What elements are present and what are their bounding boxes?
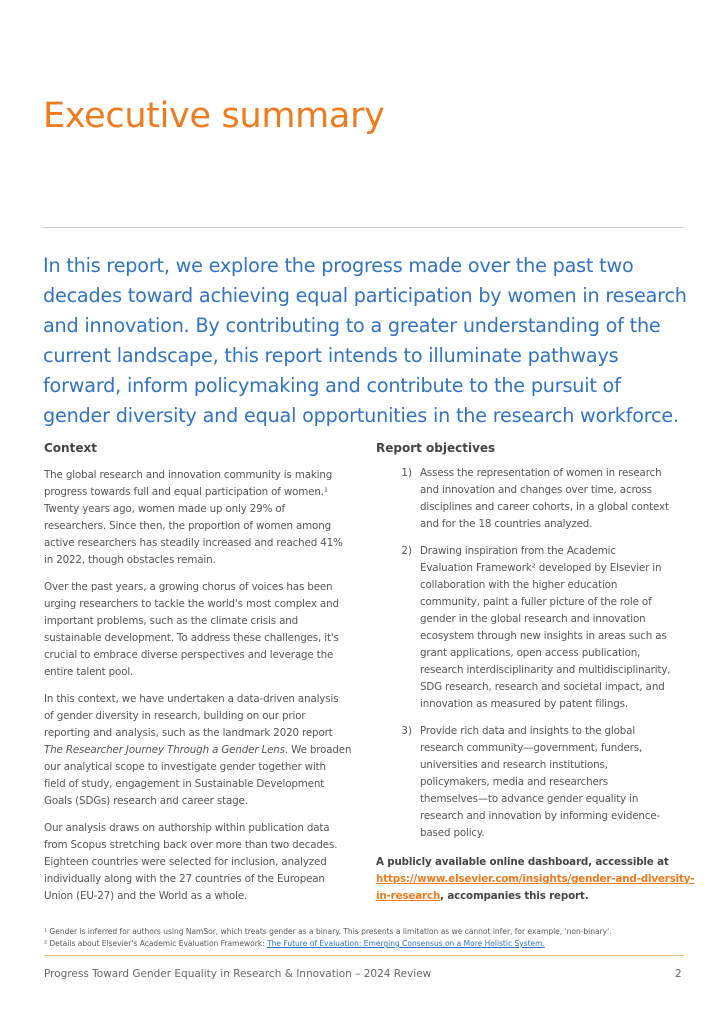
footnotes xyxy=(44,926,694,950)
text: , accompanies this report. xyxy=(440,890,589,902)
list-text: Provide rich data and insights to the global research community—government, funders, universities and research institutions, policymakers, media and researchers themselves—to advance gender equality in research and innovation by informing evidence- based policy. xyxy=(420,725,661,839)
context-paragraph: Over the past years, a growing chorus of voices has been urging researchers to tackle the world's most complex and important problems, such as the climate crisis and sustainable development. To address these challenges, it's crucial to embrace diverse perspectives and leverage the entire talent pool. xyxy=(44,581,339,678)
list-text: Drawing inspiration from the Academic Evaluation Framework² developed by Elsevier in collaboration with the higher education community, paint a fuller picture of the role of gender in the global research and innovation ecosystem through new insights in areas such as grant applications, open access publication, research interdisciplinarity and multidisciplinarity, SDG research, research and societal impact, and innovation as measured by patent filings. xyxy=(420,545,671,710)
dashboard-link[interactable]: https://www.elsevier.com/insights/gender-and-diversity- in-research xyxy=(376,873,695,902)
list-item xyxy=(376,543,696,713)
divider xyxy=(43,227,683,228)
context-paragraph: The global research and innovation community is making progress towards full and equal participation of women.¹ Twenty years ago, women made up only 29% of researchers. Since then, the proportion of women among active researchers has steadily increased and reached 41% in 2022, though obstacles remain. xyxy=(44,469,343,566)
lead-paragraph: In this report, we explore the progress made over the past two decades toward achieving equal participation by women in research and innovation. By contributing to a greater understanding of the current landscape, this report intends to illuminate pathways forward, inform policymaking and contribute to the pursuit of gender diversity and equal opportunities in the research workforce. xyxy=(43,254,687,427)
text: . We broaden our analytical scope to investigate gender together with field of study, engagement in Sustainable Development Goals (SDGs) research and career stage. xyxy=(44,744,352,807)
page-title: Executive summary xyxy=(43,96,385,136)
text: ² Details about Elsevier's Academic Evaluation Framework: xyxy=(44,939,268,948)
list-number: 3) xyxy=(401,725,412,737)
page-number: 2 xyxy=(675,968,682,980)
list-item xyxy=(376,723,696,842)
list-number: 2) xyxy=(401,545,412,557)
footer-title: Progress Toward Gender Equality in Research & Innovation – 2024 Review xyxy=(44,968,432,980)
report-title: The Researcher Journey Through a Gender Lens xyxy=(44,744,285,756)
context-paragraph xyxy=(44,691,364,810)
text: In this context, we have undertaken a data-driven analysis of gender diversity in research, building on our prior reporting and analysis, such as the landmark 2020 report xyxy=(44,693,339,739)
dashboard-note xyxy=(376,854,696,905)
footnote-2 xyxy=(44,938,694,950)
context-section xyxy=(44,441,364,905)
list-item xyxy=(376,465,696,533)
evaluation-link[interactable]: The Future of Evaluation: Emerging Consensus on a More Holistic System. xyxy=(267,939,545,948)
objectives-heading: Report objectives xyxy=(376,441,496,455)
context-heading: Context xyxy=(44,441,97,455)
footnote-1: ¹ Gender is inferred for authors using NamSor, which treats gender as a binary. This presents a limitation as we cannot infer, for example, 'non-binary'. xyxy=(44,927,612,936)
text: A publicly available online dashboard, accessible at xyxy=(376,856,669,868)
footer-divider xyxy=(44,955,684,956)
context-paragraph: Our analysis draws on authorship within publication data from Scopus stretching back over more than two decades. Eighteen countries were selected for inclusion, analyzed individually along with the 27 countries of the European Union (EU-27) and the World as a whole. xyxy=(44,822,338,902)
list-number: 1) xyxy=(401,467,412,479)
list-text: Assess the representation of women in research and innovation and changes over time, across disciplines and career cohorts, in a global context and for the 18 countries analyzed. xyxy=(420,467,669,530)
objectives-section xyxy=(376,441,696,905)
